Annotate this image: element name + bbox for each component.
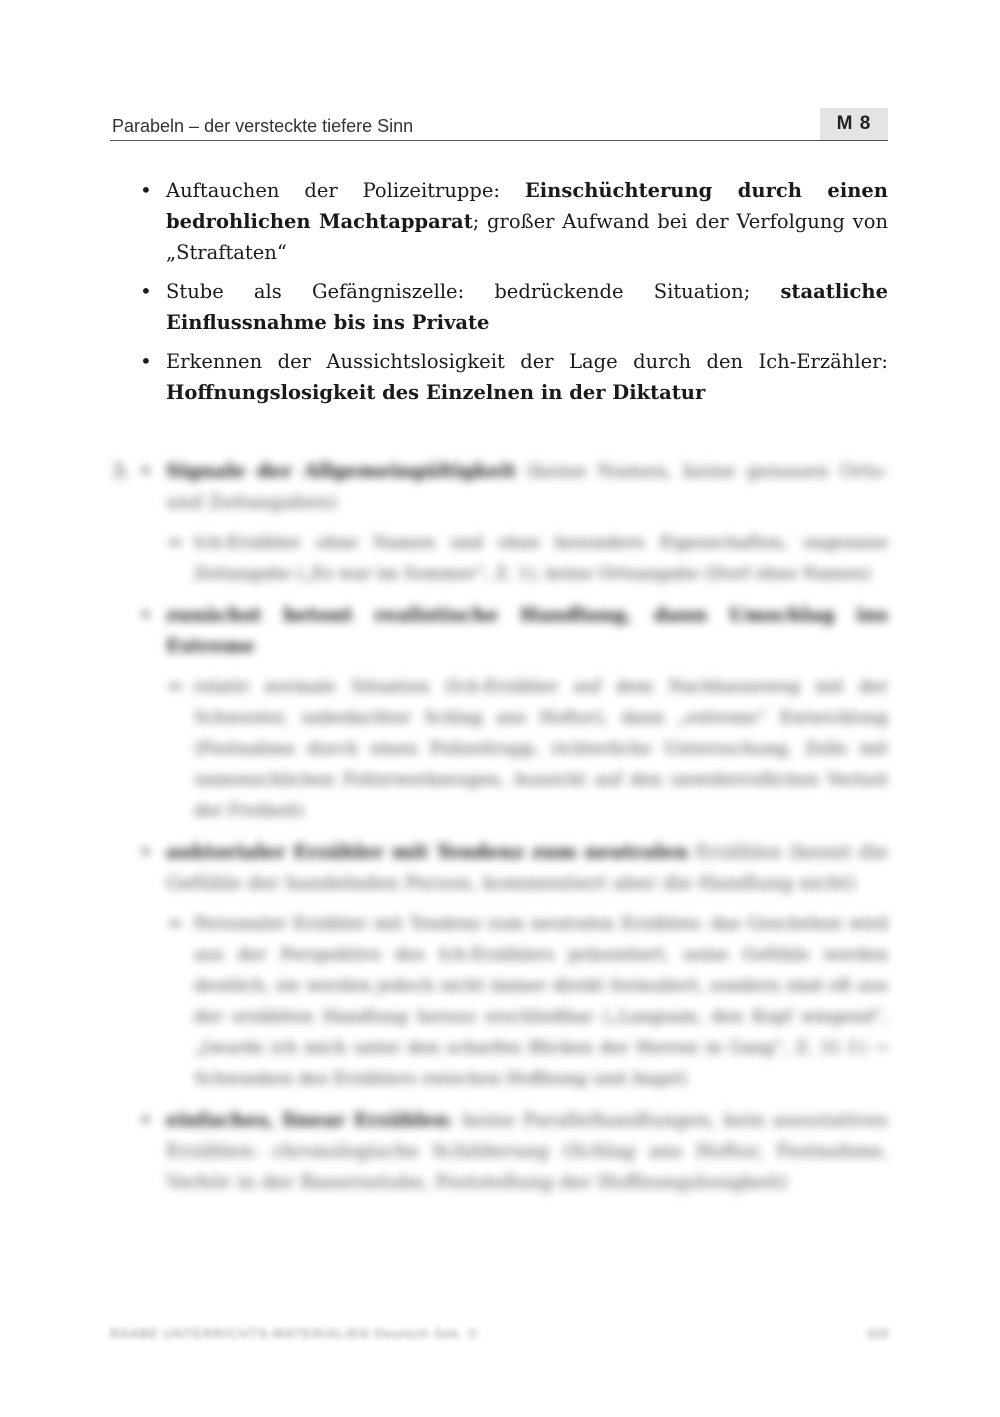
page-footer — [110, 1326, 888, 1346]
arrow-icon: ⇒ — [168, 914, 183, 934]
list-item: • Signale der Allgemeingültigkeit (keine Namen, keine genauen Orts- und Zeitangaben) — [110, 456, 888, 518]
bullet-icon: • — [140, 349, 152, 373]
section-2-list — [110, 175, 888, 416]
arrow-icon: ⇒ — [168, 533, 183, 553]
bullet-icon: • — [140, 604, 152, 626]
bullet-icon: • — [140, 841, 152, 863]
list-item: • zunächst betont realistische Handlung, dann Umschlag ins Extreme — [110, 600, 888, 662]
sub-item: ⇒ Personaler Erzähler mit Tendenz zum neutralen Erzählen: das Geschehen wird aus der Perspektive des Ich-Erzählers präsentiert, seine Gefühle werden deutlich, sie werden jedoch nicht immer direkt formuliert, sondern sind oft aus der erzählten Handlung heraus erschließbar („Langsam, den Kopf wiegend“, „[wurde ich mich unter den scharfen Blicken der Herren in Gang“, Z. 31 f.) → Schwanken des Erzählers zwischen Hoffnung und Angst) — [110, 909, 888, 1095]
section-number: 3. — [112, 460, 131, 482]
sub-item: ⇒ relativ normale Situation (Ich-Erzähler auf dem Nachhauseweg mit der Schwester, unbedachter Schlag ans Hoftor), dann „extreme“ Entwicklung (Festnahme durch einen Polizeitrupp, richterliche Untersuchung, Zelle mit unmenschlichen Folterwerkzeugen, Aussicht auf den unwiderruflichen Verlust der Freiheit) — [110, 672, 888, 827]
list-item: • Erkennen der Aussichtslosigkeit der Lage durch den Ich-Erzähler: Hoffnungslosigkeit des Einzelnen in der Diktatur — [110, 346, 888, 408]
page-header — [110, 108, 888, 141]
list-item: • Auftauchen der Polizeitruppe: Einschüchterung durch einen bedrohlichen Machtapparat; großer Aufwand bei der Verfolgung von „Straftaten“ — [110, 175, 888, 268]
list-item: • einfaches, linear Erzählen: keine Parallelhandlungen, kein assoziatives Erzählen: chronologische Schilderung (Schlag ans Hoftor, Festnahme, Verhör in der Bauernstube, Feststellung der Hoffnungslosigkeit) — [110, 1105, 888, 1198]
section-3-blurred — [110, 456, 888, 1296]
footer-publisher: RAABE UNTERRICHTS-MATERIALIEN Deutsch Sek. II — [110, 1326, 478, 1341]
header-title: Parabeln – der versteckte tiefere Sinn — [112, 116, 414, 136]
list-item: • auktorialer Erzähler mit Tendenz zum neutralen Erzählen (kennt die Gefühle der handelnden Person, kommentiert aber die Handlung nicht) — [110, 837, 888, 899]
bullet-icon: • — [140, 178, 152, 202]
bullet-icon: • — [140, 1109, 152, 1131]
bullet-icon: • — [140, 279, 152, 303]
material-badge: M 8 — [820, 108, 888, 140]
arrow-icon: ⇒ — [168, 677, 183, 697]
list-item: • Stube als Gefängniszelle: bedrückende Situation; staatliche Einflussnahme bis ins Private — [110, 276, 888, 338]
page-number: 103 — [866, 1326, 888, 1341]
bullet-icon: • — [140, 460, 152, 482]
sub-item: ⇒ Ich-Erzähler ohne Namen und ohne besondere Eigenschaften, ungenaue Zeitangabe („Es war im Sommer“, Z. 1), keine Ortsangabe (Dorf ohne Namen) — [110, 528, 888, 590]
